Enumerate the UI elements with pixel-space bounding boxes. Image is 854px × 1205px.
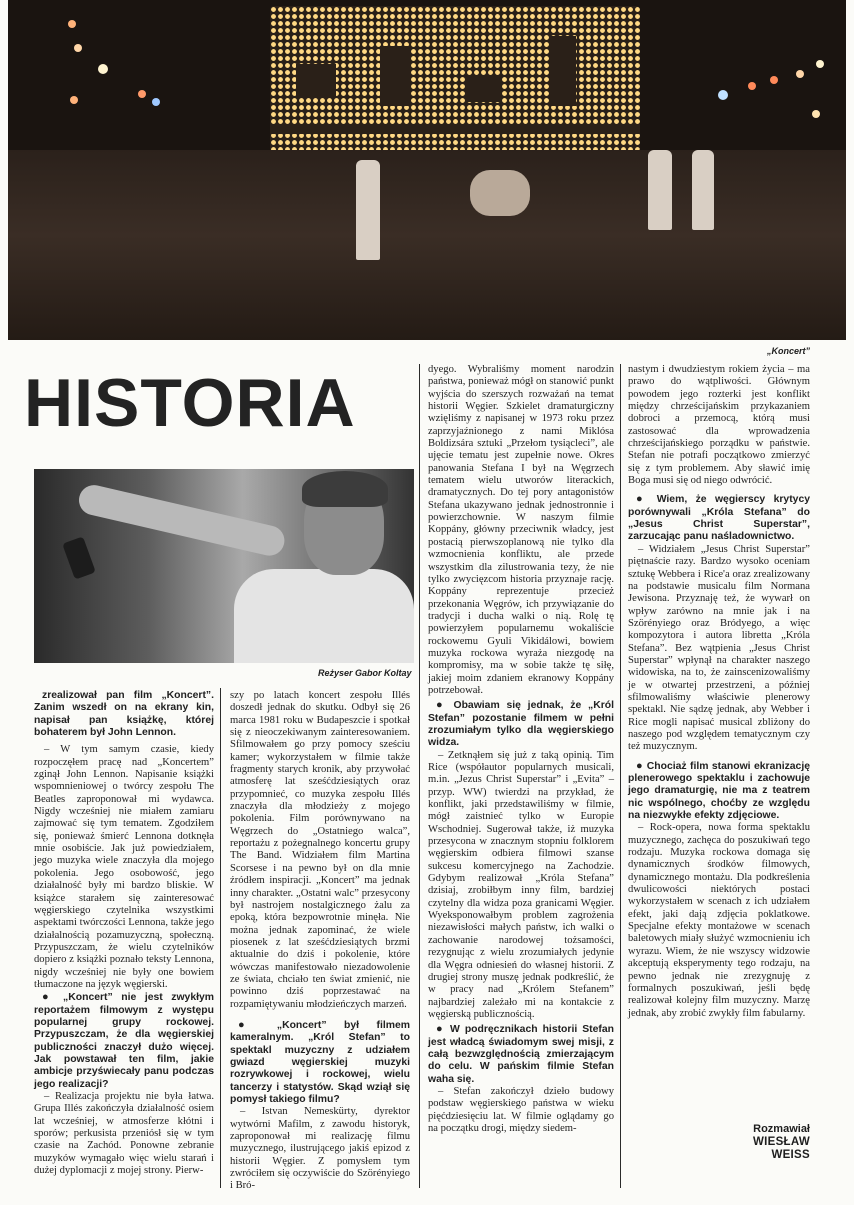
answer-paragraph: – Stefan zakończył dzieło budowy podstaw węgierskiego państwa w wieku pięćdziesięciu lat. W filmie oglądamy go na początku drogi, między siedem- [428,1085,614,1134]
answer-paragraph: – Rock-opera, nowa forma spektaklu muzycznego, zachęca do poszukiwań tego rodzaju. Muzyka rockowa domaga się dynamicznych środków filmowych, dynamicznego montażu. Dla podkreślenia dwulicowości niektórych postaci wykorzystałem w scenach z ich udziałem efekt, jaki dają zdjęcia poklatkowe. Specjalne efekty montażowe w scenach baletowych miały służyć wzmocnieniu ich wyrazu. Wiem, że nie wszyscy widzowie akceptują eksperymenty tego rodzaju, na pewno jednak nie zrezygnuję z formalnych poszukiwań, jeśli będę realizował kolejny film muzyczny. Marzę jednak, aby zrobić zwykły film fabularny. [628,822,810,1019]
answer-paragraph: – W tym samym czasie, kiedy rozpoczęłem pracę nad „Koncertem” zginął John Lennon. Napisanie książki wspomnieniowej o twórcy zespołu The Beatles zaproponował mi wydawca. Nigdy wcześniej nie miałem zamiaru zajmować się tym tematem. Zgodziłem się, ponieważ śmierć Lennona dotknęła mnie osobiście. Jak już powiedziałem, jego muzyka wiele znaczyła dla mojego pokolenia. Jego osobowość, jego działalność były mi bardzo bliskie. W książce starałem się zainteresować węgierskiego czytelnika wszystkimi aspektami twórczości Lennona, także jego działalnością pozamuzyczną, społeczną. Przypuszczam, że wielu czytelników dopiero z książki poznało teksty Lennona, nigdy wcześniej nie były one bowiem tłumaczone na język węgierski. [34,744,214,990]
answer-paragraph: – Istvan Nemeskürty, dyrektor wytwórni Mafilm, z zawodu historyk, zaproponował mi realizację filmu muzycznego, ilustrującego jakiś epizod z historii Węgier. Z pomysłem tym zwróciłem się oczywiście do Szörényiego i Bró- [230,1106,410,1192]
answer-paragraph: dyego. Wybraliśmy moment narodzin państwa, ponieważ mógł on stanowić punkt wyjścia do szerszych rozważań na temat historii Węgier. Szkielet dramaturgiczny wzięliśmy z napisanej w 1973 roku przez zaprzyjaźnionego z nami Miklósa Boldizsára sztuki „Przełom tysiącleci”, ale ujęcie tematu jest zupełnie nowe. Okres panowania Stefana I był na Węgrzech tematem wielu utworów literackich, dramatycznych. Do tej pory antagonistów Stefana ukazywano jednak jednostronnie i powierzchownie. W naszym filmie Koppány, główny przeciwnik władcy, jest postacią pierwszoplanową nie tylko dla wzmocnienia konfliktu, ale przede wszystkim dla zilustrowania tezy, że nie tylko zwycięzcom historia przyznaje rację. Koppány reprezentuje przecież przekonania Węgrów, ich przywiązanie do tradycji i ducha walki o nią. Rolę tę powierzyłem popularnemu wokaliście rockowemu Gyuli Vikidálowi, bowiem muzyka rockowa wyraża niezgodę na kompromisy, ma w sobie także tę siłę, jakiej moim zdaniem ekranowy Koppány potrzebował. [428,364,614,696]
musician-figure [692,150,714,230]
musician-figure [356,160,380,260]
text-column-1 [34,690,214,1177]
question-paragraph: ● W podręcznikach historii Stefan jest władcą świadomym swej misji, z całą bezwzględnością zmierzającym do celu. W pańskim filmie Stefan waha się. [428,1023,615,1085]
answer-paragraph: nastym i dwudziestym rokiem życia – ma prawo do wątpliwości. Głównym powodem jego rozterki jest konflikt między chrześcijańskim przykazaniem dobroci a przemocą, którą musi zastosować dla wprowadzenia chrześcijańskiego porządku w państwie. Stefan nie potrafi początkowo zmierzyć się z tym problemem. Aby sławić imię Boga musi się od niego odwrócić. [628,364,810,487]
question-paragraph: ● „Koncert” nie jest zwykłym reportażem filmowym z występu popularnej grupy rockowej. Przypuszczam, że dla węgierskiej publiczności znaczył dużo więcej. Jak powstawał ten film, jakie ambicje przyświecały panu podczas jego realizacji? [34,991,215,1090]
answer-paragraph: – Realizacja projektu nie była łatwa. Grupa Illés zakończyła działalność osiem lat wcześniej, w atmosferze kłótni i sporów; perkusista przeniósł się w tym czasie na Zachód. Ponowne zebranie muzyków wymagało więc wielu starań i dużej dyplomacji z mojej strony. Pierw- [34,1091,214,1177]
question-paragraph: ● Wiem, że węgierscy krytycy porównywali „Króla Stefana” do „Jesus Christ Superstar”, zarzucając panu naśladownictwo. [628,493,810,543]
photo-caption: Reżyser Gabor Koltay [318,668,412,678]
text-column-3 [428,364,614,1135]
column-divider [220,688,221,1188]
answer-paragraph: – Widziałem „Jesus Christ Superstar” piętnaście razy. Bardzo wysoko oceniam sztukę Webbera i Rice'a oraz zrealizowany na podstawie musicalu film Normana Jewisona. Przyznaję też, że wywarł on wpływ zarówno na mnie jak i na Szörényiego oraz Bródyego, a więc kompozytora i autora libretta „Króla Stefana”. Bez wątpienia „Jesus Christ Superstar” wpłynął na charakter naszego widowiska, na to, że zainscenizowaliśmy je w otwartej przestrzeni, a później sfilmowaliśmy właściwie plenerowy spektakl. Nie sądzę jednak, aby Webber i Rice mogli napisać musical zbliżony do naszego pod względem tematycznym czy też muzycznym. [628,543,810,753]
article-title: HISTORIA [24,365,356,441]
stage-floor [8,150,846,340]
column-divider [419,364,420,1188]
light-wall [270,6,640,152]
byline [753,1123,810,1162]
text-column-4 [628,364,810,1020]
question-paragraph: ● „Koncert” był filmem kameralnym. „Król Stefan” to spektakl muzyczny z udziałem gwiazd węgierskiej muzyki rozrywkowej i rockowej, wielu tancerzy i statystów. Skąd wziął się pomysł takiego filmu? [230,1018,410,1105]
question-paragraph: ● Chociaż film stanowi ekranizację plenerowego spektaklu i zachowuje jego dramaturgię, nie ma z teatrem nic wspólnego, choćby ze względu na niezwykłe efekty zdjęciowe. [628,759,810,822]
byline-label: Rozmawiał [753,1123,810,1135]
answer-paragraph: szy po latach koncert zespołu Illés doszedł jednak do skutku. Odbył się 26 marca 1981 roku w Budapeszcie i spotkał się z nieoczekiwanym zainteresowaniem. Sfilmowałem go przy pomocy sześciu kamer; wykorzystałem w filmie także fragmenty starych kronik, aby przywołać atmosferę lat sześćdziesiątych oraz przypomnieć, co muzyka zespołu Illés znaczyła dla młodzieży z mojego pokolenia. Film porównywano na Węgrzech do „Ostatniego walca”, reportażu z pożegnalnego koncertu grupy The Band. Widziałem film Martina Scorsese i na pewno był on dla mnie źródłem inspiracji. „Koncert” ma jednak inny charakter. „Ostatni walc” przesycony był nastrojem nostalgicznego żalu za epoką, która bezpowrotnie minęła. Nie można jednak zapominać, że wiele piosenek z lat sześćdziesiątych brzmi aktualnie do dziś i pokolenie, które wówczas manifestowało niezadowolenie ze świata, chciało ten świat zmienić, nie powinno dziś poprzestawać na rozpamiętywaniu młodzieńczych marzeń. [230,690,410,1010]
microphone-icon [62,536,96,579]
text-column-2 [230,690,410,1193]
photo-caption-top: „Koncert” [766,346,810,356]
drum-kit [470,170,530,216]
answer-paragraph: – Zetknąłem się już z taką opinią. Tim Rice (współautor popularnych musicali, m.in. „Jezus Christ Superstar” i „Evita” – przyp. WW) twierdzi na przykład, że konflikt, jaki przedstawiliśmy w filmie, mógł zaistnieć tylko w Europie Wschodniej. Sugerował także, iż muzyka przesycona w znacznym stopniu folklorem węgierskim odbiera filmowi szanse sukcesu komercyjnego na Zachodzie. Gdybym realizował „Króla Stefana” dzisiaj, zrobiłbym inny film, bardziej czytelny dla widza poza granicami Węgier. Wyeksponowałbym problem zagrożenia niezawisłości małych państw, ich walki o zachowanie narodowej tożsamości, rezygnując z wielu zrozumiałych jedynie dla Węgra odniesień do własnej historii. Z drugiej strony muszę jednak podkreślić, że w pracy nad „Królem Stefanem” najbardziej zależało mi na kontakcie z węgierską publicznością. [428,749,614,1020]
musician-figure [648,150,672,230]
byline-first-name: WIESŁAW [752,1136,810,1148]
byline-last-name: WEISS [771,1149,810,1161]
director-photo [34,469,414,663]
question-lead: zrealizował pan film „Koncert”. Zanim wszedł on na ekrany kin, napisał pan książkę, której bohaterem był John Lennon. [34,690,214,739]
column-divider [620,364,621,1188]
question-paragraph: ● Obawiam się jednak, że „Król Stefan” pozostanie filmem w pełni zrozumiałym tylko dla węgierskiego widza. [428,699,614,749]
concert-photo [8,0,846,340]
